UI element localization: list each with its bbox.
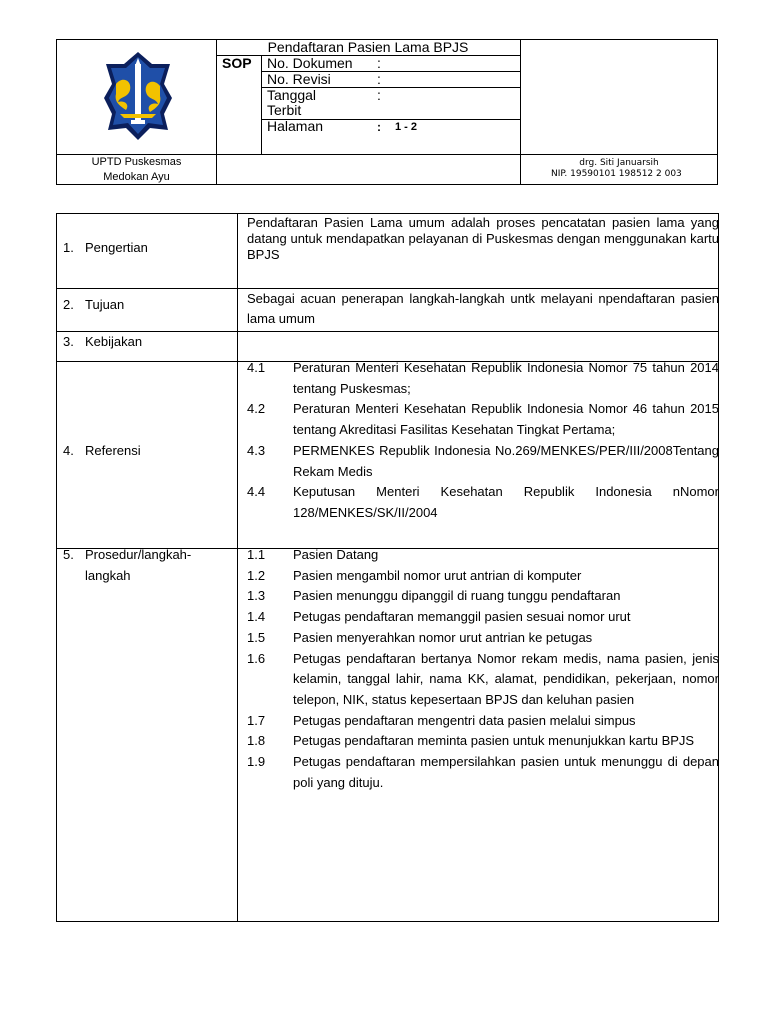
list-item: 1.8 Petugas pendaftaran meminta pasien untuk menunjukkan kartu BPJS [247,733,695,749]
sop-content-table [56,213,719,922]
section-prosedur-label: 5. Prosedur/langkah- langkah [63,547,192,583]
sop-header-table [56,39,718,185]
list-item: 1.3 Pasien menunggu dipanggil di ruang tunggu pendaftaran [247,588,621,604]
field-no-dokumen-colon: : [377,55,381,71]
sop-label: SOP [222,55,252,71]
section-referensi-label: 4. Referensi [63,443,141,458]
list-item: 4.1 Peraturan Menteri Kesehatan Republik Indonesia Nomor 75 tahun 2014 tentang Puskesmas; [247,360,719,396]
section-kebijakan-label: 3. Kebijakan [63,334,143,349]
field-no-dokumen-label: No. Dokumen [267,55,353,71]
field-tanggal-terbit-label: Tanggal Terbit [267,87,317,118]
city-logo [102,50,174,142]
list-item: 4.4 Keputusan Menteri Kesehatan Republik Indonesia nNomor 128/MENKES/SK/II/2004 [247,484,719,520]
list-item: 1.9 Petugas pendaftaran mempersilahkan pasien untuk menunggu di depan poli yang dituju. [247,754,719,790]
field-halaman-value: 1 - 2 [395,121,418,133]
section-tujuan-text: Sebagai acuan penerapan langkah-langkah untk melayani npendaftaran pasien lama umum [247,291,719,326]
field-no-revisi-label: No. Revisi [267,71,331,87]
list-item: 1.4 Petugas pendaftaran memanggil pasien sesuai nomor urut [247,609,631,625]
prosedur-list [247,545,719,793]
section-pengertian-label: 1. Pengertian [63,240,148,255]
field-no-revisi-colon: : [377,71,381,87]
field-tanggal-terbit-colon: : [377,87,381,103]
section-tujuan-label: 2. Tujuan [63,297,125,312]
list-item: 4.3 PERMENKES Republik Indonesia No.269/MENKES/PER/III/2008Tentang Rekam Medis [247,442,719,479]
referensi-list [247,358,719,524]
document-title: Pendaftaran Pasien Lama BPJS [267,39,469,55]
field-halaman-label: Halaman [267,118,324,134]
list-item: 1.7 Petugas pendaftaran mengentri data pasien melalui simpus [247,712,636,728]
list-item: 1.6 Petugas pendaftaran bertanya Nomor rekam medis, nama pasien, jenis kelamin, tanggal lahir, nama KK, alamat, pendidikan, pekerjaan, nomor telepon, NIK, status kepesertaan BPJS dan keluhan pasien [247,650,719,707]
list-item: 1.1 Pasien Datang [247,547,379,562]
list-item: 1.2 Pasien mengambil nomor urut antrian di komputer [247,567,582,583]
org-name-line2: Medokan Ayu [103,171,170,183]
org-name-line1: UPTD Puskesmas [91,156,182,168]
field-halaman-colon: : [377,120,381,134]
signer-nip: NIP. 19590101 198512 2 003 [551,169,682,179]
list-item: 1.5 Pasien menyerahkan nomor urut antrian ke petugas [247,629,593,645]
signer-name: drg. Siti Januarsih [579,158,659,168]
section-pengertian-text: Pendaftaran Pasien Lama umum adalah proses pencatatan pasien lama yang datang untuk mendapatkan pelayanan di Puskesmas dengan menggunakan kartu BPJS [247,215,719,262]
list-item: 4.2 Peraturan Menteri Kesehatan Republik Indonesia Nomor 46 tahun 2015 tentang Akreditasi Fasilitas Kesehatan Tingkat Pertama; [247,401,719,438]
